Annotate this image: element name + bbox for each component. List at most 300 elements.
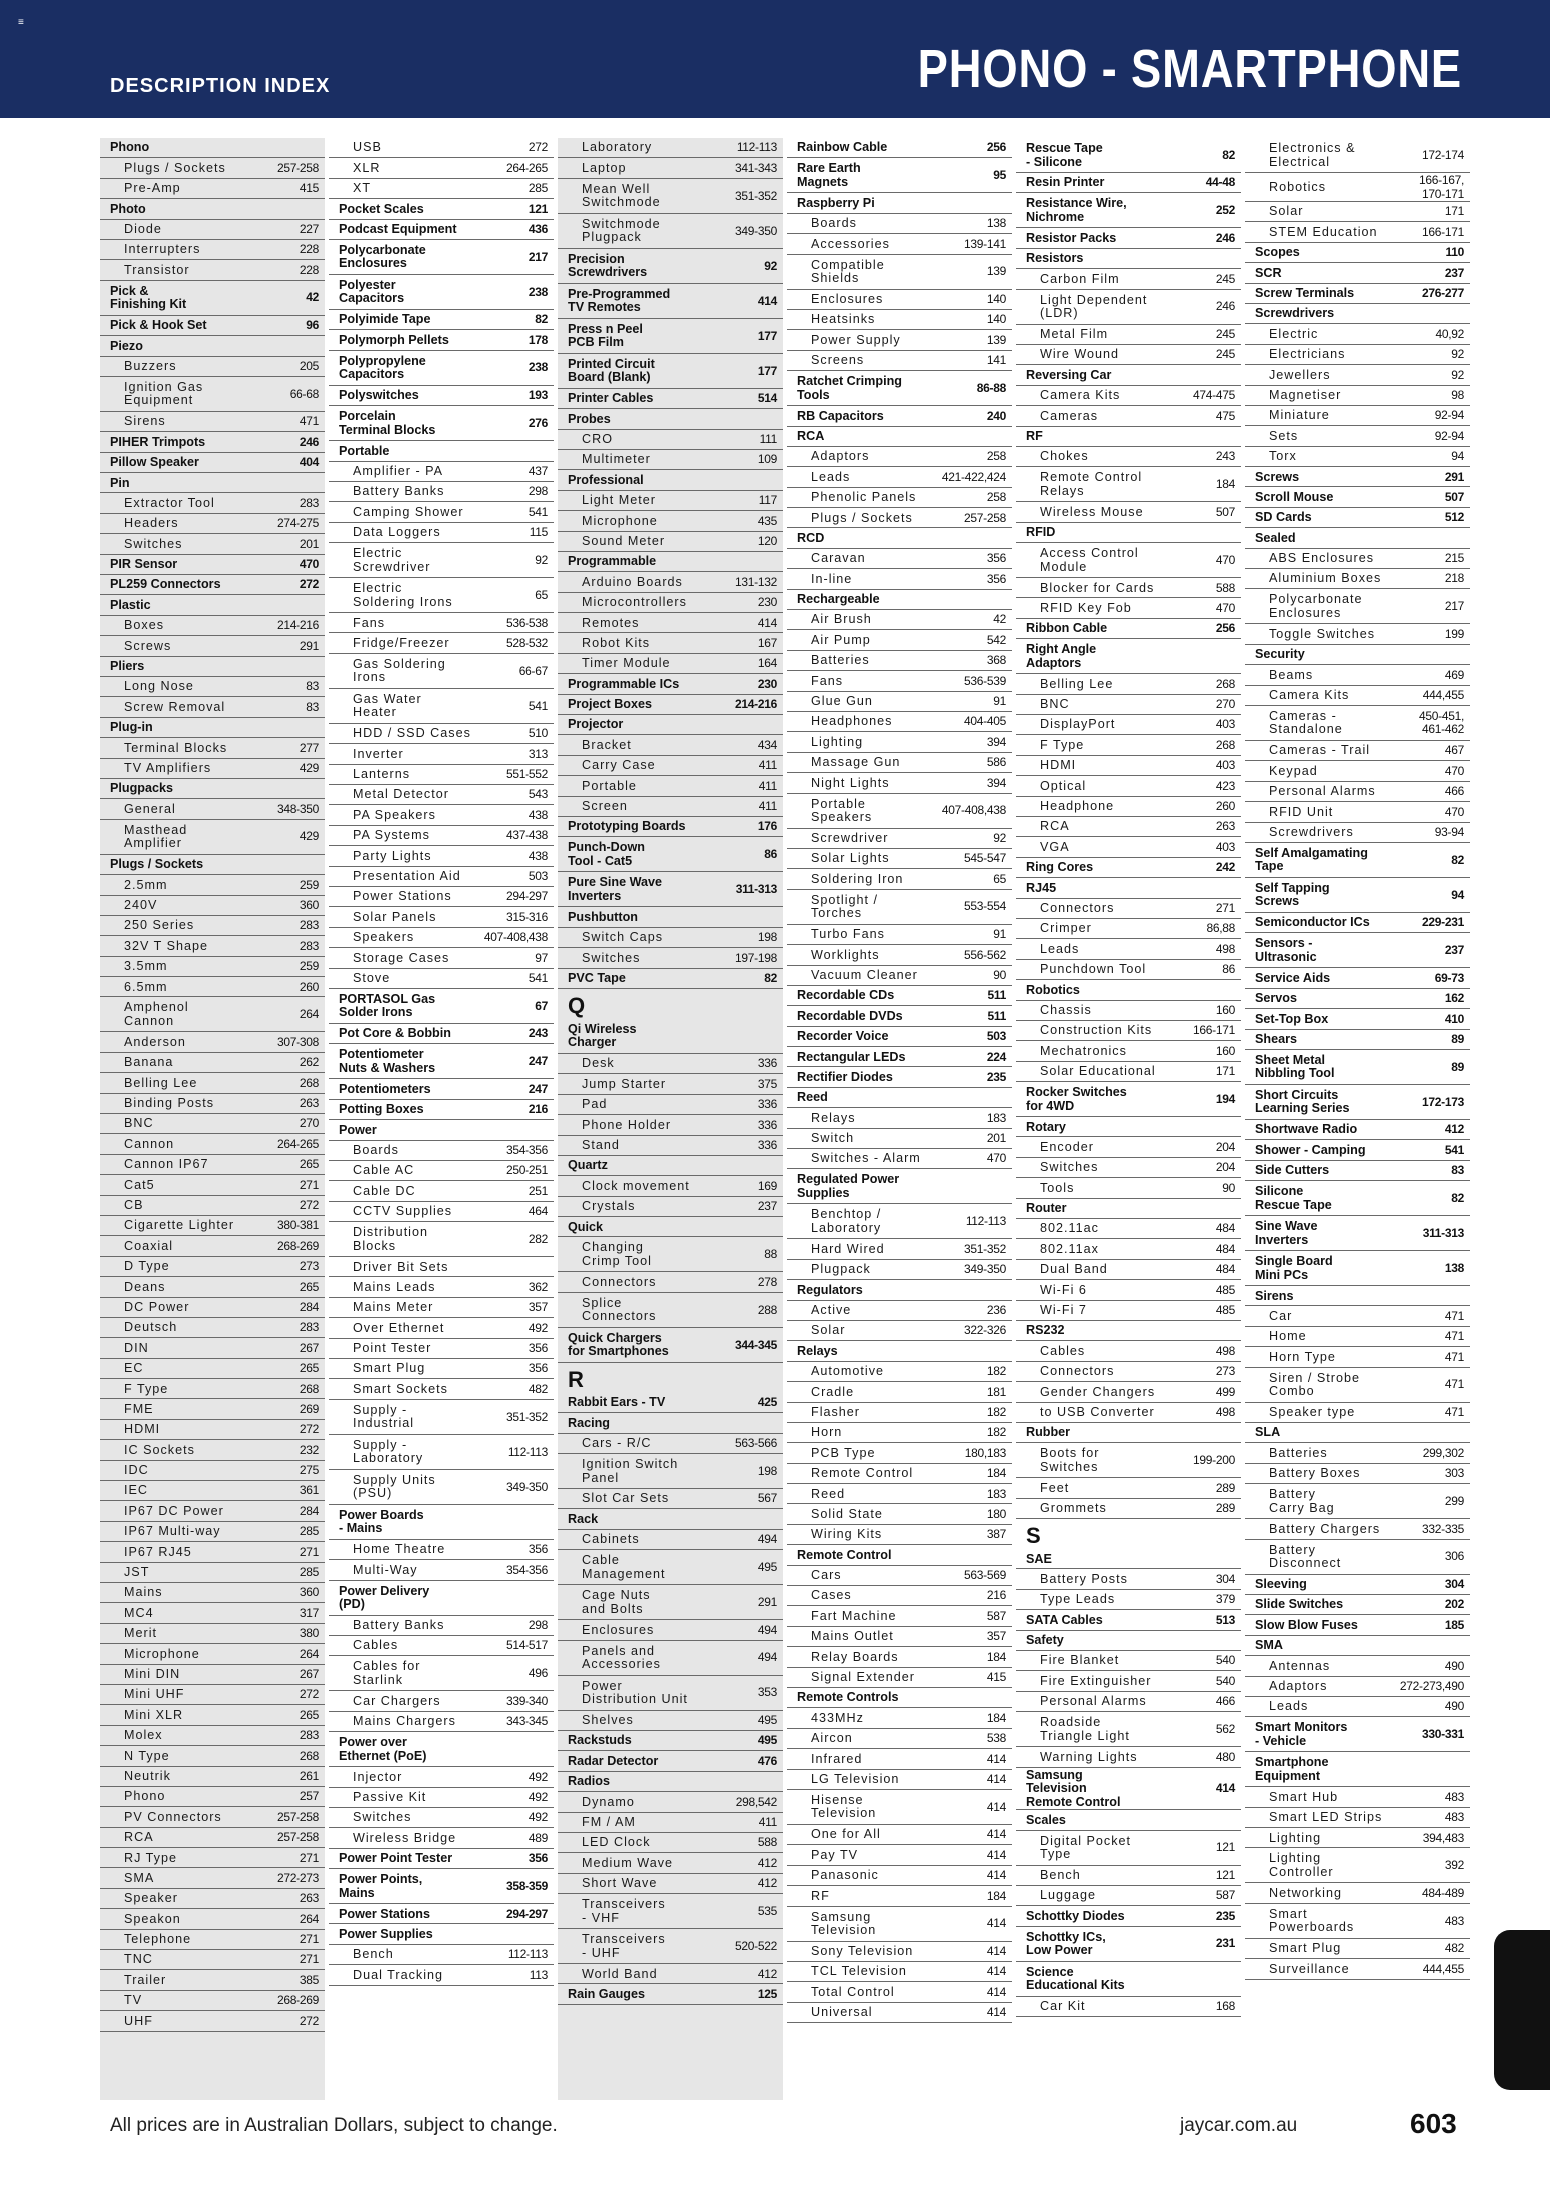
index-subentry — [558, 1929, 783, 1964]
entry-label: Set-Top Box — [1255, 1011, 1329, 1026]
entry-label: RCD — [797, 530, 825, 545]
entry-label: Desk — [582, 1056, 615, 1071]
entry-page-ref: 230 — [757, 595, 777, 610]
index-column-5 — [1016, 138, 1241, 2100]
entry-label: Surveillance — [1269, 1961, 1350, 1976]
entry-page-ref: 510 — [528, 726, 548, 741]
index-subentry — [1245, 665, 1470, 685]
index-subentry — [329, 633, 554, 653]
entry-page-ref: 450-451, 461-462 — [1419, 708, 1464, 737]
index-subentry — [1245, 802, 1470, 822]
entry-page-ref: 485 — [1215, 1303, 1235, 1318]
entry-label: World Band — [582, 1966, 658, 1981]
index-heading — [329, 386, 554, 406]
entry-label: Boxes — [124, 618, 165, 633]
entry-label: Headers — [124, 516, 179, 531]
entry-label: Battery Chargers — [1269, 1521, 1381, 1536]
entry-label: Radar Detector — [568, 1753, 659, 1768]
entry-page-ref: 496 — [528, 1666, 548, 1681]
entry-label: Chassis — [1040, 1002, 1092, 1017]
entry-label: Plugpacks — [110, 781, 173, 796]
index-subentry — [1016, 1001, 1241, 1021]
entry-label: Probes — [568, 411, 611, 426]
entry-page-ref: 141 — [986, 353, 1006, 368]
index-subentry — [100, 1767, 325, 1787]
index-subentry — [787, 1982, 1012, 2002]
index-heading — [558, 1413, 783, 1433]
entry-label: FME — [124, 1401, 154, 1416]
entry-label: Over Ethernet — [353, 1320, 445, 1335]
entry-label: Networking — [1269, 1885, 1342, 1900]
entry-page-ref: 528-532 — [506, 635, 548, 650]
entry-label: Switch Caps — [582, 930, 663, 945]
index-subentry — [787, 1504, 1012, 1524]
entry-page-ref: 272 — [299, 2013, 319, 2028]
entry-label: Laboratory — [582, 140, 653, 155]
index-subentry — [787, 1301, 1012, 1321]
index-heading — [100, 855, 325, 875]
entry-label: Switch — [811, 1131, 855, 1146]
index-subentry — [787, 1260, 1012, 1280]
entry-label: Rocker Switches for 4WD — [1026, 1085, 1127, 1113]
entry-page-ref: 94 — [1451, 887, 1464, 902]
index-subentry — [558, 1530, 783, 1550]
entry-page-ref: 214-216 — [277, 618, 319, 633]
entry-label: Reed — [811, 1486, 846, 1501]
entry-page-ref: 298 — [528, 1618, 548, 1633]
index-heading — [100, 453, 325, 473]
index-subentry — [1016, 1692, 1241, 1712]
index-heading — [558, 1751, 783, 1771]
entry-page-ref: 354-356 — [506, 1142, 548, 1157]
entry-label: Panasonic — [811, 1868, 879, 1883]
entry-page-ref: 356 — [528, 1851, 548, 1866]
website-link[interactable]: jaycar.com.au — [1180, 2115, 1298, 2136]
entry-page-ref: 414 — [986, 1751, 1006, 1766]
entry-label: Smart Powerboards — [1269, 1906, 1355, 1935]
index-subentry — [787, 651, 1012, 671]
entry-page-ref: 490 — [1444, 1658, 1464, 1673]
index-subentry — [329, 1222, 554, 1257]
entry-page-ref: 407-408,438 — [483, 930, 548, 945]
index-subentry — [787, 1321, 1012, 1341]
entry-page-ref: 540 — [1215, 1673, 1235, 1688]
entry-page-ref: 171 — [1215, 1064, 1235, 1079]
index-heading — [787, 1280, 1012, 1300]
index-subentry — [787, 890, 1012, 925]
entry-page-ref: 556-562 — [964, 947, 1006, 962]
index-subentry — [787, 1362, 1012, 1382]
entry-label: Wireless Mouse — [1040, 504, 1144, 519]
index-subentry — [1245, 761, 1470, 781]
entry-page-ref: 470 — [1215, 600, 1235, 615]
entry-label: Cabinets — [582, 1532, 640, 1547]
entry-label: Carry Case — [582, 758, 656, 773]
entry-page-ref: 538 — [986, 1731, 1006, 1746]
index-subentry — [787, 1443, 1012, 1463]
index-subentry — [100, 997, 325, 1032]
index-heading — [1016, 523, 1241, 543]
entry-page-ref: 282 — [528, 1231, 548, 1246]
entry-page-ref: 125 — [757, 1986, 777, 2001]
entry-label: XLR — [353, 160, 381, 175]
entry-label: Transceivers - VHF — [582, 1897, 666, 1925]
entry-page-ref: 268 — [299, 1748, 319, 1763]
index-subentry — [558, 1813, 783, 1833]
entry-page-ref: 313 — [528, 746, 548, 761]
entry-label: Mini UHF — [124, 1687, 185, 1702]
entry-page-ref: 258 — [986, 490, 1006, 505]
index-subentry — [329, 1339, 554, 1359]
entry-label: One for All — [811, 1827, 881, 1842]
entry-label: PORTASOL Gas Solder Irons — [339, 991, 436, 1020]
entry-label: 2.5mm — [124, 877, 168, 892]
index-heading — [1245, 1423, 1470, 1443]
entry-label: Panels and Accessories — [582, 1643, 661, 1672]
entry-page-ref: 121 — [528, 201, 548, 216]
index-subentry — [1245, 1403, 1470, 1423]
entry-label: Clock movement — [582, 1178, 690, 1193]
index-subentry — [1245, 1787, 1470, 1807]
entry-label: BNC — [1040, 697, 1070, 712]
entry-page-ref: 215 — [1444, 551, 1464, 566]
entry-page-ref: 140 — [986, 292, 1006, 306]
entry-page-ref: 270 — [1215, 697, 1235, 712]
index-subentry — [329, 689, 554, 724]
entry-page-ref: 470 — [1215, 552, 1235, 567]
entry-page-ref: 257 — [299, 1789, 319, 1804]
index-subentry — [1245, 1808, 1470, 1828]
index-subentry — [100, 636, 325, 656]
entry-label: Aircon — [811, 1731, 853, 1746]
entry-label: Fart Machine — [811, 1608, 897, 1623]
entry-label: Fans — [353, 615, 385, 630]
entry-label: Right Angle Adaptors — [1026, 642, 1097, 670]
entry-label: HDMI — [1040, 758, 1077, 773]
index-subentry — [329, 1161, 554, 1181]
entry-label: Potting Boxes — [339, 1102, 424, 1117]
entry-label: Samsung Television Remote Control — [1026, 1767, 1121, 1809]
entry-page-ref: 92 — [535, 552, 548, 567]
index-heading — [558, 1019, 783, 1054]
index-subentry — [329, 765, 554, 785]
entry-page-ref: 166-171 — [1193, 1023, 1235, 1038]
page-number: 603 — [1410, 2108, 1457, 2139]
entry-label: Anderson — [124, 1034, 186, 1049]
entry-label: Semiconductor ICs — [1255, 915, 1370, 930]
entry-page-ref: 437-438 — [506, 828, 548, 843]
entry-page-ref: 349-350 — [735, 223, 777, 238]
index-subentry — [558, 1641, 783, 1676]
index-heading — [1245, 1161, 1470, 1181]
entry-label: Sirens — [1255, 1288, 1294, 1303]
entry-label: Switches - Alarm — [811, 1151, 921, 1166]
entry-page-ref: 69-73 — [1434, 970, 1464, 985]
entry-label: USB — [353, 140, 382, 155]
index-heading — [558, 1731, 783, 1751]
index-subentry — [1245, 706, 1470, 741]
entry-page-ref: 131-132 — [735, 574, 777, 589]
entry-page-ref: 263 — [1215, 819, 1235, 834]
entry-label: Raspberry Pi — [797, 195, 875, 210]
entry-page-ref: 311-313 — [1422, 1225, 1464, 1240]
entry-label: Smart Hub — [1269, 1789, 1339, 1804]
entry-page-ref: 360 — [299, 1585, 319, 1600]
entry-page-ref: 66-67 — [518, 663, 548, 678]
entry-label: Night Lights — [811, 775, 890, 790]
entry-label: 3.5mm — [124, 959, 168, 974]
index-heading — [787, 1341, 1012, 1361]
index-subentry — [1245, 386, 1470, 406]
index-heading — [1245, 1216, 1470, 1251]
entry-label: Dynamo — [582, 1794, 635, 1809]
index-subentry — [1016, 776, 1241, 796]
entry-page-ref: 109 — [757, 452, 777, 467]
index-subentry — [100, 240, 325, 260]
entry-page-ref: 83 — [306, 699, 319, 714]
index-subentry — [100, 1970, 325, 1990]
index-subentry — [558, 491, 783, 511]
entry-label: Gas Soldering Irons — [353, 656, 446, 685]
index-heading — [1245, 913, 1470, 933]
entry-label: Cigarette Lighter — [124, 1218, 235, 1233]
index-subentry — [558, 948, 783, 968]
index-subentry — [787, 1149, 1012, 1169]
entry-page-ref: 237 — [1444, 265, 1464, 280]
index-heading — [329, 351, 554, 386]
index-heading — [100, 281, 325, 316]
entry-label: VGA — [1040, 839, 1070, 854]
entry-page-ref: 217 — [1444, 599, 1464, 614]
entry-label: Stove — [353, 970, 391, 985]
entry-page-ref: 243 — [528, 1026, 548, 1041]
entry-label: Banana — [124, 1055, 174, 1070]
entry-label: Air Brush — [811, 612, 872, 627]
entry-label: Camera Kits — [1269, 688, 1350, 703]
entry-page-ref: 536-538 — [506, 615, 548, 630]
index-subentry — [1016, 1590, 1241, 1610]
entry-page-ref: 332-335 — [1422, 1521, 1464, 1536]
entry-label: Flasher — [811, 1404, 860, 1419]
index-subentry — [1245, 569, 1470, 589]
entry-label: Professional — [568, 472, 644, 487]
index-subentry — [787, 794, 1012, 829]
entry-page-ref: 95 — [993, 168, 1006, 183]
entry-label: Power Distribution Unit — [582, 1678, 688, 1707]
index-subentry — [329, 1945, 554, 1965]
index-subentry — [329, 1636, 554, 1656]
index-subentry — [787, 1668, 1012, 1688]
entry-label: CB — [124, 1198, 144, 1213]
index-subentry — [1245, 222, 1470, 242]
index-subentry — [100, 1603, 325, 1623]
entry-page-ref: 238 — [528, 284, 548, 299]
entry-page-ref: 139 — [986, 332, 1006, 347]
entry-label: PIR Sensor — [110, 557, 178, 572]
entry-page-ref: 205 — [299, 358, 319, 373]
entry-label: Mains Leads — [353, 1279, 436, 1294]
entry-label: Fire Extinguisher — [1040, 1673, 1152, 1688]
index-heading — [1245, 1286, 1470, 1306]
entry-page-ref: 247 — [528, 1081, 548, 1096]
entry-label: IDC — [124, 1463, 149, 1478]
entry-page-ref: 336 — [757, 1137, 777, 1152]
entry-label: Security — [1255, 647, 1305, 662]
entry-page-ref: 471 — [1444, 1349, 1464, 1364]
index-subentry — [100, 412, 325, 432]
index-heading — [1245, 1085, 1470, 1120]
index-heading — [1016, 365, 1241, 385]
entry-label: Universal — [811, 2005, 873, 2020]
index-subentry — [787, 630, 1012, 650]
entry-label: Power Point Tester — [339, 1851, 453, 1866]
entry-page-ref: 268 — [1215, 737, 1235, 752]
entry-page-ref: 166-167, 170-171 — [1419, 173, 1464, 201]
entry-page-ref: 138 — [1444, 1260, 1464, 1275]
entry-label: Ratchet Crimping Tools — [797, 374, 902, 402]
entry-page-ref: 256 — [1215, 621, 1235, 636]
entry-page-ref: 490 — [1444, 1699, 1464, 1714]
entry-label: Battery Banks — [353, 484, 445, 499]
index-subentry — [329, 1435, 554, 1470]
entry-label: Potentiometer Nuts & Washers — [339, 1047, 436, 1075]
index-subentry — [1016, 1499, 1241, 1519]
entry-page-ref: 535 — [757, 1903, 777, 1918]
index-subentry — [1016, 447, 1241, 467]
entry-label: Active — [811, 1303, 852, 1318]
index-heading — [1245, 1595, 1470, 1615]
entry-page-ref: 164 — [757, 656, 777, 671]
index-subentry — [787, 351, 1012, 371]
index-subentry — [1016, 1403, 1241, 1423]
entry-label: Ignition Switch Panel — [582, 1457, 679, 1485]
entry-label: Photo — [110, 201, 146, 216]
entry-page-ref: 262 — [299, 1055, 319, 1070]
entry-label: TNC — [124, 1952, 153, 1967]
index-subentry — [100, 1461, 325, 1481]
entry-label: Radios — [568, 1774, 610, 1789]
entry-label: EC — [124, 1361, 144, 1376]
entry-page-ref: 272 — [299, 1198, 319, 1213]
entry-label: Home Theatre — [353, 1542, 446, 1557]
entry-label: Cannon IP67 — [124, 1157, 209, 1172]
entry-page-ref: 264-265 — [506, 160, 548, 175]
entry-label: Connectors — [1040, 1364, 1115, 1379]
index-subentry — [1245, 549, 1470, 569]
entry-page-ref: 304 — [1444, 1577, 1464, 1592]
entry-label: Crystals — [582, 1199, 636, 1214]
entry-label: Cable DC — [353, 1183, 416, 1198]
entry-label: Microphone — [582, 513, 658, 528]
index-subentry — [100, 1399, 325, 1419]
entry-label: Polyester Capacitors — [339, 277, 405, 306]
entry-page-ref: 268 — [299, 1381, 319, 1396]
entry-label: Distribution Blocks — [353, 1225, 428, 1253]
index-subentry — [329, 482, 554, 502]
index-subentry — [100, 1746, 325, 1766]
index-subentry — [558, 138, 783, 158]
entry-page-ref: 425 — [757, 1395, 777, 1410]
entry-label: Polymorph Pellets — [339, 332, 449, 347]
index-subentry — [787, 549, 1012, 569]
entry-label: Electric — [1269, 326, 1319, 341]
index-subentry — [558, 1833, 783, 1853]
entry-label: Smart Plug — [353, 1361, 426, 1376]
entry-page-ref: 265 — [299, 1707, 319, 1722]
entry-label: Horn — [811, 1425, 843, 1440]
index-subentry — [787, 1962, 1012, 1982]
entry-label: Router — [1026, 1201, 1067, 1216]
entry-label: Adaptors — [1269, 1678, 1328, 1693]
entry-label: Speaker — [124, 1891, 178, 1906]
entry-label: Resistors — [1026, 251, 1084, 266]
entry-label: 32V T Shape — [124, 938, 209, 953]
entry-label: IP67 Multi-way — [124, 1524, 221, 1539]
entry-page-ref: 181 — [986, 1384, 1006, 1399]
index-subentry — [100, 1828, 325, 1848]
index-heading — [329, 1849, 554, 1869]
entry-page-ref: 495 — [757, 1733, 777, 1748]
entry-label: Speaker type — [1269, 1405, 1356, 1420]
entry-label: Self Amalgamating Tape — [1255, 845, 1368, 874]
index-subentry — [329, 654, 554, 689]
entry-label: Power Points, Mains — [339, 1872, 423, 1900]
entry-page-ref: 256 — [986, 140, 1006, 155]
index-subentry — [100, 1726, 325, 1746]
entry-label: Solar Lights — [811, 851, 890, 866]
entry-page-ref: 82 — [1451, 1190, 1464, 1205]
entry-label: Car Chargers — [353, 1693, 441, 1708]
index-heading — [787, 1027, 1012, 1047]
entry-page-ref: 204 — [1215, 1139, 1235, 1154]
entry-page-ref: 97 — [535, 950, 548, 965]
entry-page-ref: 167 — [757, 635, 777, 650]
entry-label: Optical — [1040, 778, 1087, 793]
entry-page-ref: 269 — [299, 1401, 319, 1416]
index-subentry — [558, 593, 783, 613]
entry-label: D Type — [124, 1259, 170, 1274]
index-heading — [1016, 878, 1241, 898]
entry-label: Screwdrivers — [1255, 306, 1335, 321]
entry-label: Samsung Television — [811, 1909, 877, 1938]
entry-label: RFID Unit — [1269, 804, 1334, 819]
entry-page-ref: 252 — [1215, 203, 1235, 218]
entry-page-ref: 414 — [986, 1847, 1006, 1862]
entry-label: Plastic — [110, 597, 151, 612]
entry-page-ref: 551-552 — [506, 767, 548, 782]
index-heading — [1016, 1321, 1241, 1341]
entry-label: Fridge/Freezer — [353, 635, 450, 650]
index-subentry — [329, 158, 554, 178]
entry-page-ref: 162 — [1444, 991, 1464, 1006]
index-subentry — [329, 1257, 554, 1277]
entry-page-ref: 138 — [986, 216, 1006, 231]
index-subentry — [787, 1825, 1012, 1845]
entry-label: Solar — [1269, 204, 1304, 219]
entry-page-ref: 40,92 — [1435, 326, 1464, 341]
entry-page-ref: 588 — [757, 1835, 777, 1850]
index-heading — [1016, 427, 1241, 447]
entry-label: Quick — [568, 1219, 603, 1234]
index-heading — [1016, 1549, 1241, 1569]
entry-page-ref: 294-297 — [506, 1906, 548, 1921]
index-subentry — [787, 1239, 1012, 1259]
index-subentry — [1016, 919, 1241, 939]
entry-label: Glue Gun — [811, 694, 873, 709]
entry-page-ref: 268 — [299, 1075, 319, 1090]
entry-page-ref: 182 — [986, 1425, 1006, 1440]
entry-page-ref: 276 — [528, 415, 548, 430]
